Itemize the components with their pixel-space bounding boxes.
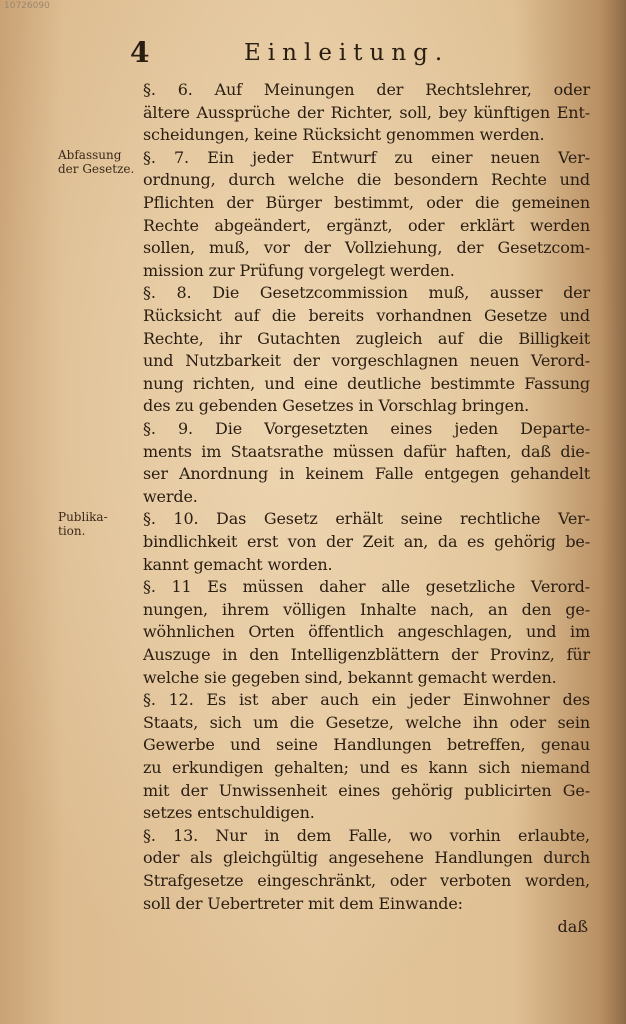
text-line: §. 12. Es ist aber auch ein jeder Einwohner des — [143, 690, 590, 710]
marginal-note-abfassung — [58, 148, 134, 176]
text-line: §. 6. Auf Meinungen der Rechtslehrer, oder — [143, 80, 590, 99]
text-line: §. 9. Die Vorgesetzten eines jeden Departe- — [143, 419, 590, 438]
text-line: bindlichkeit erst von der Zeit an, da es gehörig be- — [143, 532, 590, 551]
marginal-note-publikation — [58, 510, 108, 538]
text-line: Staats, sich um die Gesetze, welche ihn oder sein — [143, 712, 590, 732]
shelfmark-stamp: 10726090 — [4, 1, 50, 11]
text-line: setzes entschuldigen. — [143, 803, 315, 823]
catchword: daß — [557, 917, 588, 936]
marginal-note-line: Publika- — [58, 510, 108, 524]
text-line: wöhnlichen Orten öffentlich angeschlagen, und im — [143, 622, 590, 642]
text-line: mit der Unwissenheit eines gehörig publicirten Ge- — [143, 780, 590, 800]
page-header — [0, 34, 626, 74]
text-line: Strafgesetze eingeschränkt, oder verboten worden, — [143, 871, 590, 890]
text-line: werde. — [143, 486, 198, 506]
text-line: ordnung, durch welche die besondern Rechte und — [143, 170, 590, 190]
text-line: nungen, ihrem völligen Inhalte nach, an den ge- — [143, 599, 590, 619]
text-line: §. 11 Es müssen daher alle gesetzliche Verord- — [143, 577, 590, 597]
text-line: ältere Aussprüche der Richter, soll, bey künftigen Ent- — [143, 102, 590, 122]
text-line: §. 8. Die Gesetzcommission muß, ausser der — [143, 283, 590, 303]
text-line: oder als gleichgültig angesehene Handlungen durch — [143, 848, 590, 868]
text-line: §. 7. Ein jeder Entwurf zu einer neuen Ver- — [143, 147, 590, 167]
text-line: Rechte, ihr Gutachten zugleich auf die Billigkeit — [143, 328, 590, 348]
text-line: mission zur Prüfung vorgelegt werden. — [143, 260, 455, 280]
text-line: nung richten, und eine deutliche bestimmte Fassung — [143, 373, 590, 393]
page-number: 4 — [130, 36, 150, 69]
text-line: ments im Staatsrathe müssen dafür haften, daß die- — [143, 441, 590, 461]
text-line: sollen, muß, vor der Vollziehung, der Gesetzcom- — [143, 238, 590, 258]
text-line: kannt gemacht worden. — [143, 554, 333, 574]
text-line: des zu gebenden Gesetzes in Vorschlag bringen. — [143, 396, 530, 416]
text-line: Rücksicht auf die bereits vorhandnen Gesetze und — [143, 306, 590, 325]
text-line: scheidungen, keine Rücksicht genommen werden. — [143, 125, 545, 145]
text-line: und Nutzbarkeit der vorgeschlagnen neuen Verord- — [143, 351, 590, 371]
text-line: Auszuge in den Intelligenzblättern der Provinz, für — [143, 645, 590, 664]
text-line: welche sie gegeben sind, bekannt gemacht werden. — [143, 667, 557, 687]
marginal-note-line: der Gesetze. — [58, 162, 135, 176]
text-line: Gewerbe und seine Handlungen betreffen, genau — [143, 735, 590, 755]
text-line: §. 13. Nur in dem Falle, wo vorhin erlaubte, — [143, 825, 590, 845]
text-line: Pflichten der Bürger bestimmt, oder die gemeinen — [143, 193, 590, 212]
marginal-note-line: Abfassung — [58, 148, 122, 162]
text-line: §. 10. Das Gesetz erhält seine rechtliche Ver- — [143, 509, 590, 529]
text-line: Rechte abgeändert, ergänzt, oder erklärt werden — [143, 215, 590, 235]
marginal-note-line: tion. — [58, 524, 86, 538]
running-title: Einleitung. — [244, 40, 450, 66]
text-line: ser Anordnung in keinem Falle entgegen gehandelt — [143, 464, 590, 484]
text-line: zu erkundigen gehalten; und es kann sich niemand — [143, 758, 590, 777]
text-line: soll der Uebertreter mit dem Einwande: — [143, 893, 463, 913]
